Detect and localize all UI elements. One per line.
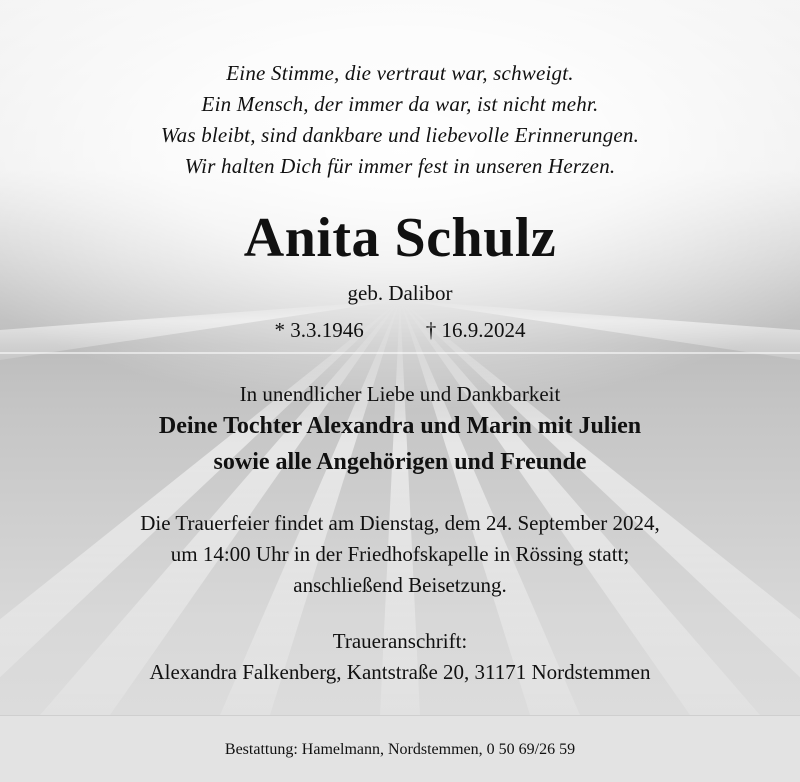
service-line: anschließend Beisetzung. [293, 573, 507, 597]
birth-name: geb. Dalibor [347, 281, 453, 305]
memorial-poem [0, 58, 800, 182]
mourners [0, 408, 800, 480]
funeral-home-footer [0, 715, 800, 782]
poem-line: Wir halten Dich für immer fest in unseren Herzen. [184, 154, 616, 178]
mourner-line: Deine Tochter Alexandra und Marin mit Julien [158, 413, 642, 439]
mourning-address: Alexandra Falkenberg, Kantstraße 20, 31171 Nordstemmen [149, 660, 651, 684]
life-dates [0, 316, 800, 344]
address-label: Traueranschrift: [332, 629, 468, 653]
funeral-service-info [0, 508, 800, 601]
poem-line: Ein Mensch, der immer da war, ist nicht mehr. [201, 92, 599, 116]
death-date: † 16.9.2024 [425, 318, 526, 342]
poem-line: Was bleibt, sind dankbare und liebevolle Erinnerungen. [160, 123, 640, 147]
service-line: um 14:00 Uhr in der Friedhofskapelle in Rössing statt; [170, 542, 630, 566]
funeral-home-text: Bestattung: Hamelmann, Nordstemmen, 0 50 69/26 59 [224, 741, 576, 758]
birth-date: * 3.3.1946 [274, 318, 364, 342]
dedication-line: In unendlicher Liebe und Dankbarkeit [239, 382, 561, 406]
mourner-line: sowie alle Angehörigen und Freunde [213, 449, 587, 475]
service-line: Die Trauerfeier findet am Dienstag, dem 24. September 2024, [140, 511, 660, 535]
horizon-line [0, 352, 800, 354]
deceased-name: Anita Schulz [243, 207, 557, 269]
poem-line: Eine Stimme, die vertraut war, schweigt. [226, 61, 574, 85]
